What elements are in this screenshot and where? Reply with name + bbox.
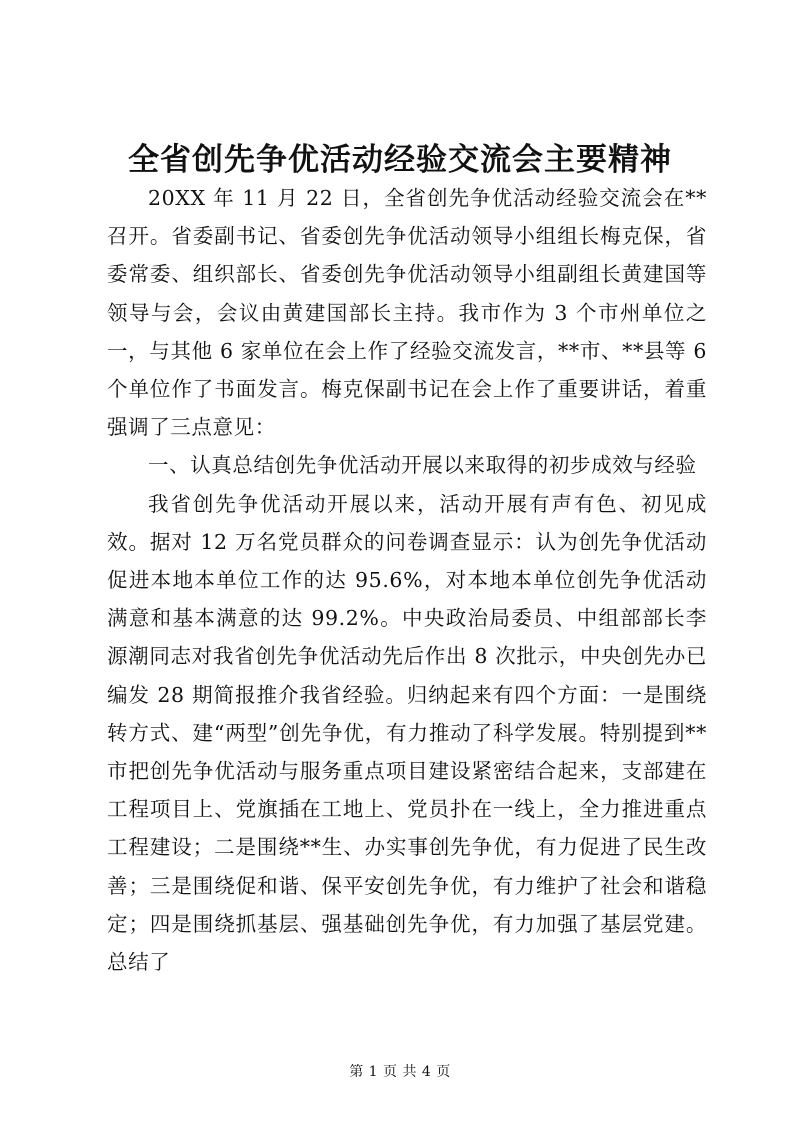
section-heading-1: 一、认真总结创先争优活动开展以来取得的初步成效与经验 [148, 453, 697, 478]
document-body [107, 179, 707, 981]
page-number-footer: 第 1 页 共 4 页 [349, 1064, 451, 1080]
paragraph-achievements: 我省创先争优活动开展以来，活动开展有声有色、初见成效。据对 12 万名党员群众的问卷调查显示：认为创先争优活动促进本地本单位工作的达 95.6%，对本地本单位创先争优活动满意和基本满意的达 99.2%。中央政治局委员、中组部部长李源潮同志对我省创先争优活动先后作出 8 次批示，中央创先办已编发 28 期简报推介我省经验。归纳起来有四个方面：一是围绕转方式、建“两型”创先争优，有力推动了科学发展。特别提到**市把创先争优活动与服务重点项目建设紧密结合起来，支部建在工程项目上、党旗插在工地上、党员扑在一线上，全力推进重点工程建设；二是围绕**生、办实事创先争优，有力促进了民生改善；三是围绕促和谐、保平安创先争优，有力维护了社会和谐稳定；四是围绕抓基层、强基础创先争优，有力加强了基层党建。总结了 [107, 491, 707, 975]
document-title: 全省创先争优活动经验交流会主要精神 [128, 142, 672, 178]
paragraph-meeting-summary: 20XX 年 11 月 22 日，全省创先争优活动经验交流会在**召开。省委副书记、省委创先争优活动领导小组组长梅克保，省委常委、组织部长、省委创先争优活动领导小组副组长黄建国等领导与会，会议由黄建国部长主持。我市作为 3 个市州单位之一，与其他 6 家单位在会上作了经验交流发言，**市、**县等 6 个单位作了书面发言。梅克保副书记在会上作了重要讲话，着重强调了三点意见： [107, 186, 707, 440]
